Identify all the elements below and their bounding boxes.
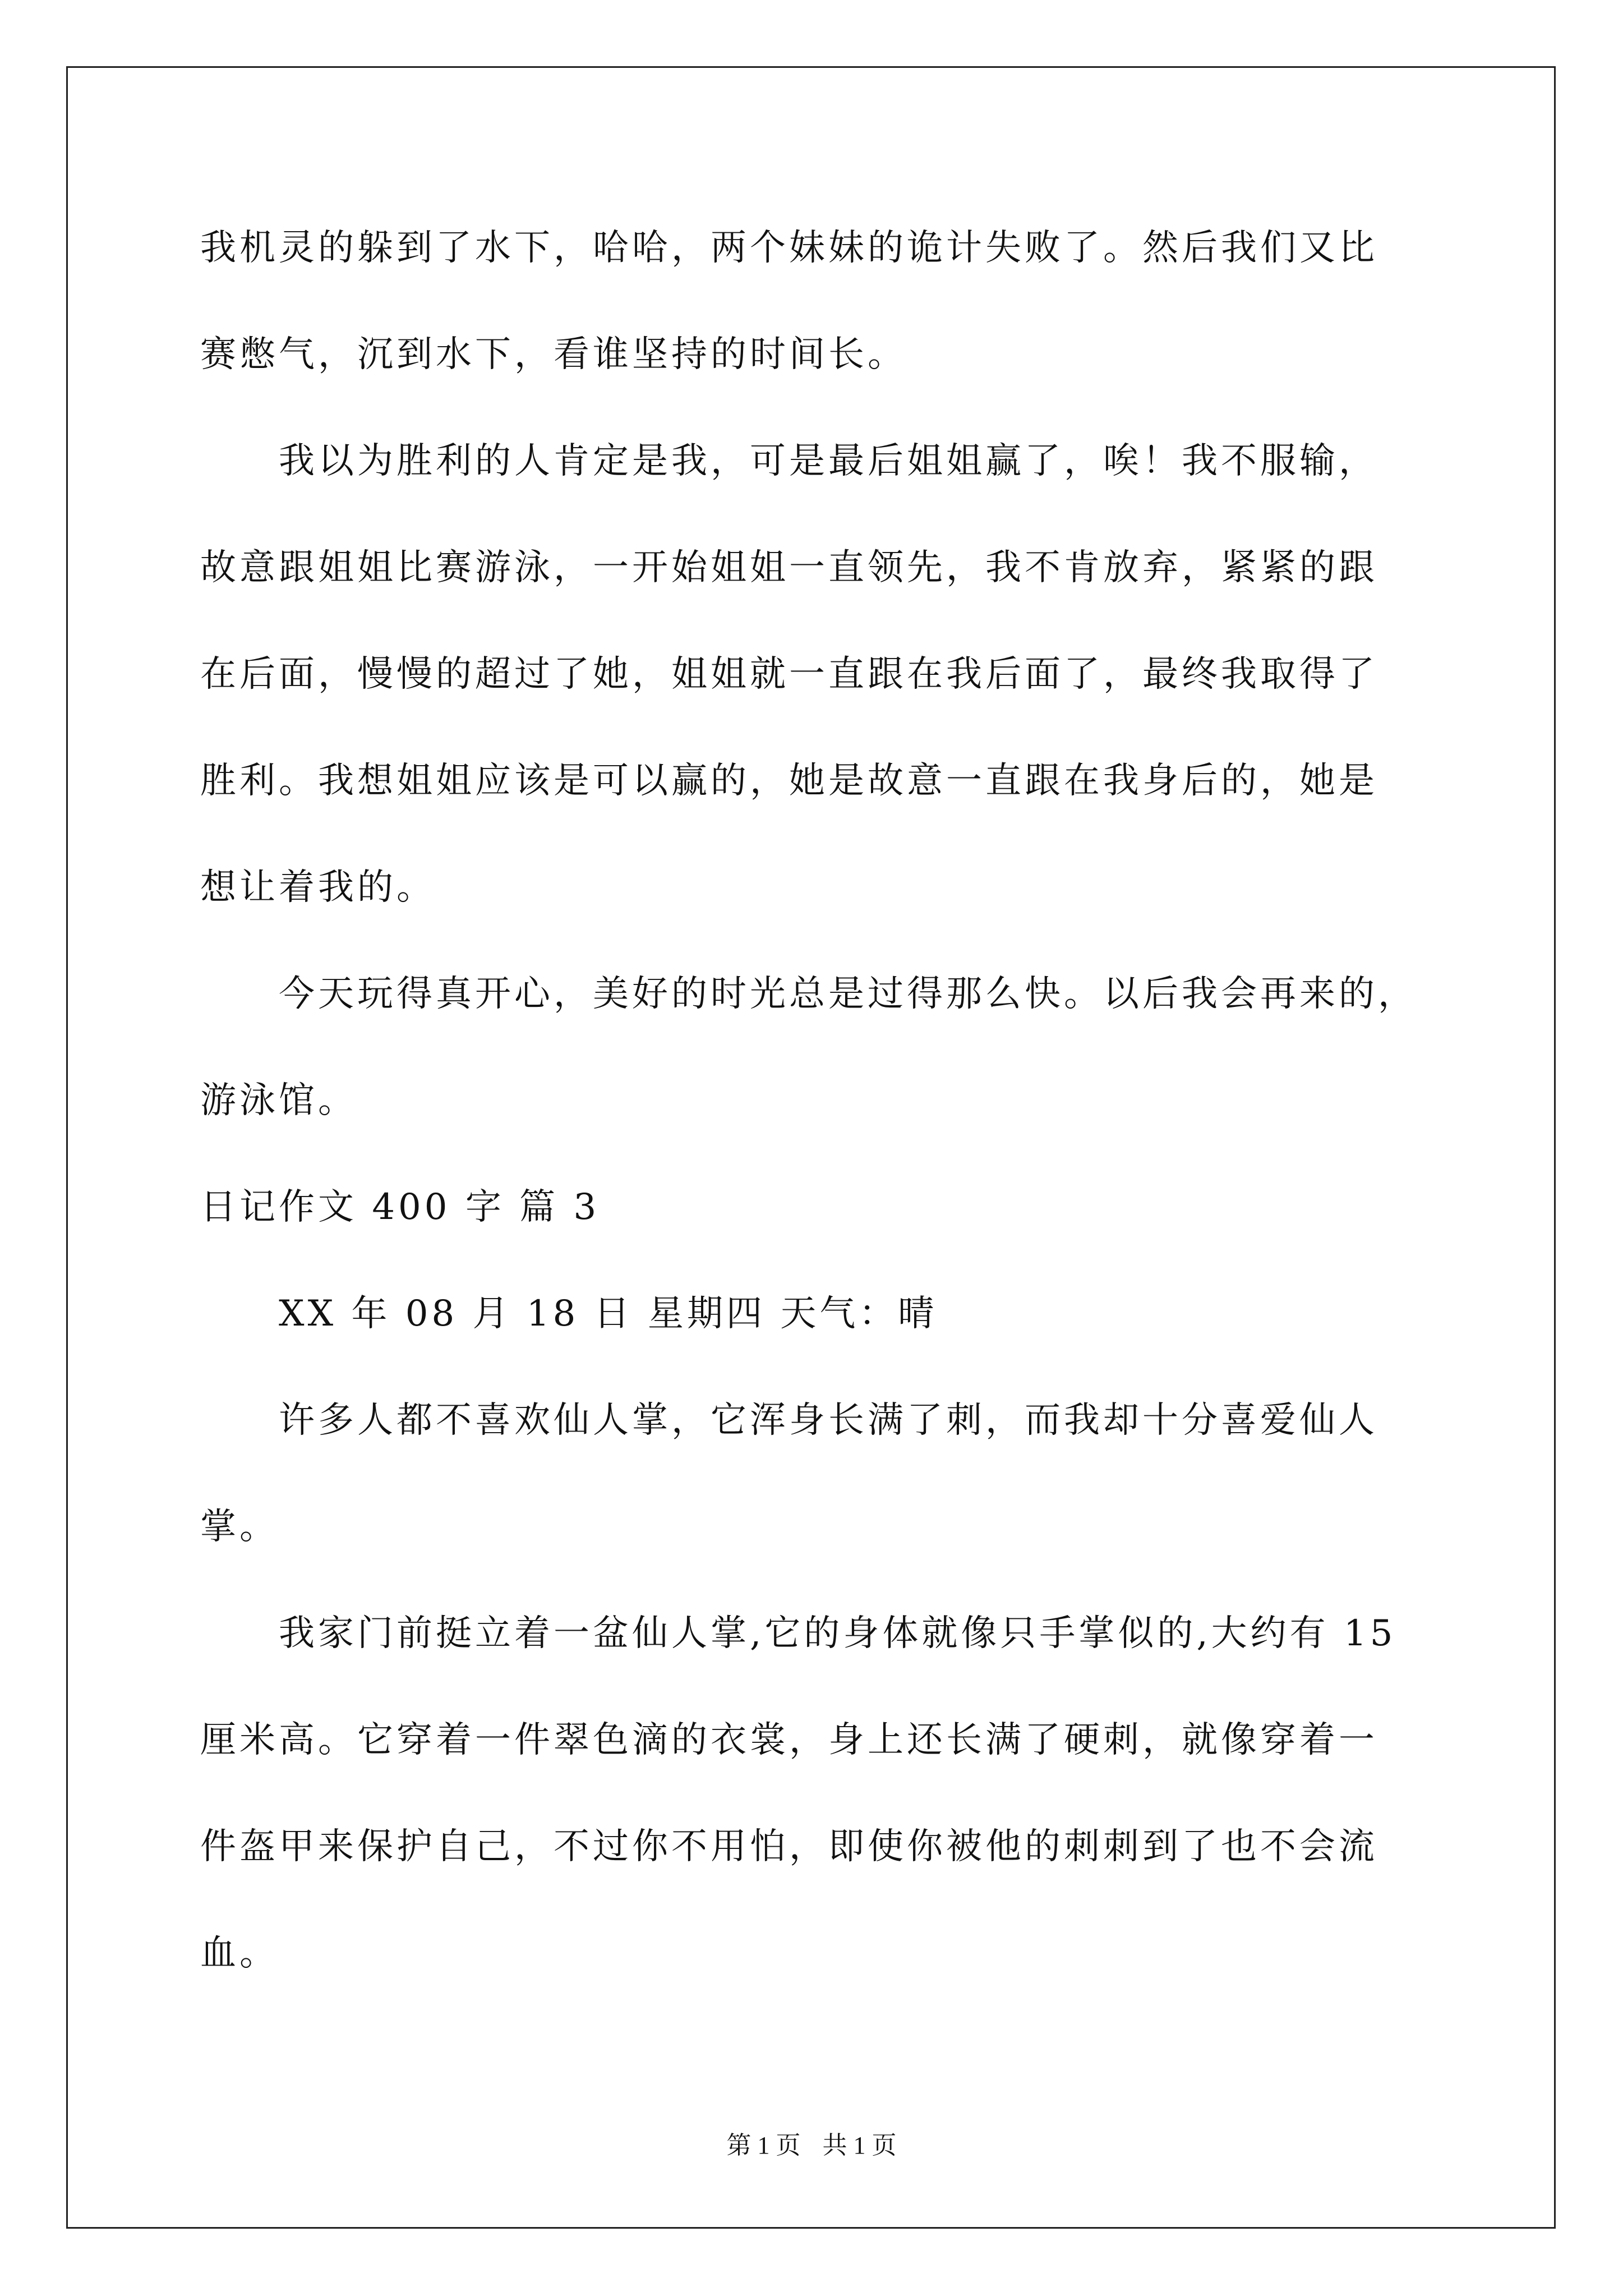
paragraph-2-line-2: 故意跟姐姐比赛游泳，一开始姐姐一直领先，我不肯放弃，紧紧的跟 [200, 547, 1378, 588]
page-number: 第 1 页 [726, 2132, 801, 2159]
paragraph-6-line-1: 许多人都不喜欢仙人掌，它浑身长满了刺，而我却十分喜爱仙人 [279, 1400, 1378, 1441]
paragraph-7-line-3: 件盔甲来保护自己，不过你不用怕，即使你被他的刺刺到了也不会流 [200, 1826, 1378, 1867]
page-border [66, 66, 1556, 2229]
paragraph-6-line-2: 掌。 [200, 1506, 279, 1548]
paragraph-3-line-1: 今天玩得真开心，美好的时光总是过得那么快。以后我会再来的， [279, 973, 1417, 1015]
paragraph-2-line-1: 我以为胜利的人肯定是我，可是最后姐姐赢了，唉！我不服输， [279, 440, 1378, 482]
diary-date-line: XX 年 08 月 18 日 星期四 天气：晴 [279, 1293, 938, 1335]
paragraph-2-line-4: 胜利。我想姐姐应该是可以赢的，她是故意一直跟在我身后的，她是 [200, 760, 1378, 802]
paragraph-3-line-2: 游泳馆。 [200, 1080, 357, 1121]
paragraph-2-line-5: 想让着我的。 [200, 867, 436, 908]
section-heading: 日记作文 400 字 篇 3 [200, 1186, 600, 1228]
paragraph-7-line-4: 血。 [200, 1932, 279, 1974]
paragraph-7-line-1: 我家门前挺立着一盆仙人掌,它的身体就像只手掌似的,大约有 15 [279, 1613, 1396, 1654]
paragraph-1-line-1: 我机灵的躲到了水下，哈哈，两个妹妹的诡计失败了。然后我们又比 [200, 227, 1378, 269]
page-total: 共 1 页 [822, 2132, 897, 2159]
paragraph-2-line-3: 在后面，慢慢的超过了她，姐姐就一直跟在我后面了，最终我取得了 [200, 654, 1378, 695]
page-footer [0, 2129, 1623, 2162]
paragraph-7-line-2: 厘米高。它穿着一件翠色滴的衣裳，身上还长满了硬刺，就像穿着一 [200, 1719, 1378, 1761]
paragraph-1-line-2: 赛憋气，沉到水下，看谁坚持的时间长。 [200, 334, 907, 375]
